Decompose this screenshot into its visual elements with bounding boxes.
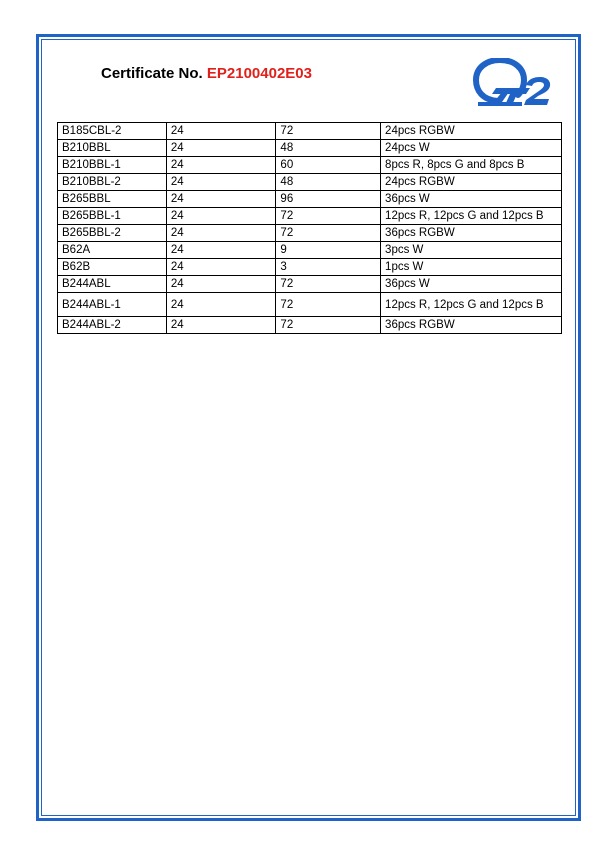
table-row — [58, 242, 562, 259]
table-row — [58, 276, 562, 293]
power-cell: 72 — [276, 276, 381, 293]
table-row — [58, 123, 562, 140]
power-cell: 3 — [276, 259, 381, 276]
model-cell: B210BBL-1 — [58, 157, 167, 174]
voltage-cell: 24 — [166, 317, 276, 334]
power-cell: 72 — [276, 208, 381, 225]
led-config-cell: 36pcs RGBW — [381, 317, 562, 334]
power-cell: 48 — [276, 140, 381, 157]
led-config-cell: 24pcs W — [381, 140, 562, 157]
voltage-cell: 24 — [166, 276, 276, 293]
certificate-header — [101, 65, 312, 82]
voltage-cell: 24 — [166, 259, 276, 276]
power-cell: 72 — [276, 123, 381, 140]
voltage-cell: 24 — [166, 293, 276, 317]
table-row — [58, 208, 562, 225]
model-cell: B265BBL — [58, 191, 167, 208]
model-cell: B244ABL — [58, 276, 167, 293]
power-cell: 48 — [276, 174, 381, 191]
led-config-cell: 12pcs R, 12pcs G and 12pcs B — [381, 208, 562, 225]
power-cell: 72 — [276, 317, 381, 334]
model-cell: B210BBL-2 — [58, 174, 167, 191]
power-cell: 72 — [276, 225, 381, 242]
voltage-cell: 24 — [166, 225, 276, 242]
voltage-cell: 24 — [166, 191, 276, 208]
power-cell: 72 — [276, 293, 381, 317]
table-row — [58, 225, 562, 242]
certificate-number: EP2100402E03 — [206, 65, 312, 82]
power-cell: 60 — [276, 157, 381, 174]
power-cell: 96 — [276, 191, 381, 208]
table-row — [58, 293, 562, 317]
voltage-cell: 24 — [166, 208, 276, 225]
led-config-cell: 12pcs R, 12pcs G and 12pcs B — [381, 293, 562, 317]
voltage-cell: 24 — [166, 140, 276, 157]
table-row — [58, 259, 562, 276]
model-specification-table — [57, 122, 562, 334]
voltage-cell: 24 — [166, 242, 276, 259]
model-cell: B62A — [58, 242, 167, 259]
led-config-cell: 36pcs W — [381, 191, 562, 208]
voltage-cell: 24 — [166, 174, 276, 191]
qt2-logo-icon — [472, 58, 552, 108]
model-cell: B244ABL-2 — [58, 317, 167, 334]
model-cell: B185CBL-2 — [58, 123, 167, 140]
table-row — [58, 317, 562, 334]
power-cell: 9 — [276, 242, 381, 259]
led-config-cell: 1pcs W — [381, 259, 562, 276]
table-row — [58, 174, 562, 191]
certificate-label: Certificate No. — [101, 65, 203, 82]
table-row — [58, 157, 562, 174]
led-config-cell: 36pcs RGBW — [381, 225, 562, 242]
led-config-cell: 36pcs W — [381, 276, 562, 293]
led-config-cell: 8pcs R, 8pcs G and 8pcs B — [381, 157, 562, 174]
table-row — [58, 140, 562, 157]
model-cell: B62B — [58, 259, 167, 276]
led-config-cell: 24pcs RGBW — [381, 123, 562, 140]
voltage-cell: 24 — [166, 157, 276, 174]
model-cell: B265BBL-1 — [58, 208, 167, 225]
table-row — [58, 191, 562, 208]
voltage-cell: 24 — [166, 123, 276, 140]
model-cell: B265BBL-2 — [58, 225, 167, 242]
led-config-cell: 3pcs W — [381, 242, 562, 259]
model-cell: B244ABL-1 — [58, 293, 167, 317]
model-cell: B210BBL — [58, 140, 167, 157]
led-config-cell: 24pcs RGBW — [381, 174, 562, 191]
